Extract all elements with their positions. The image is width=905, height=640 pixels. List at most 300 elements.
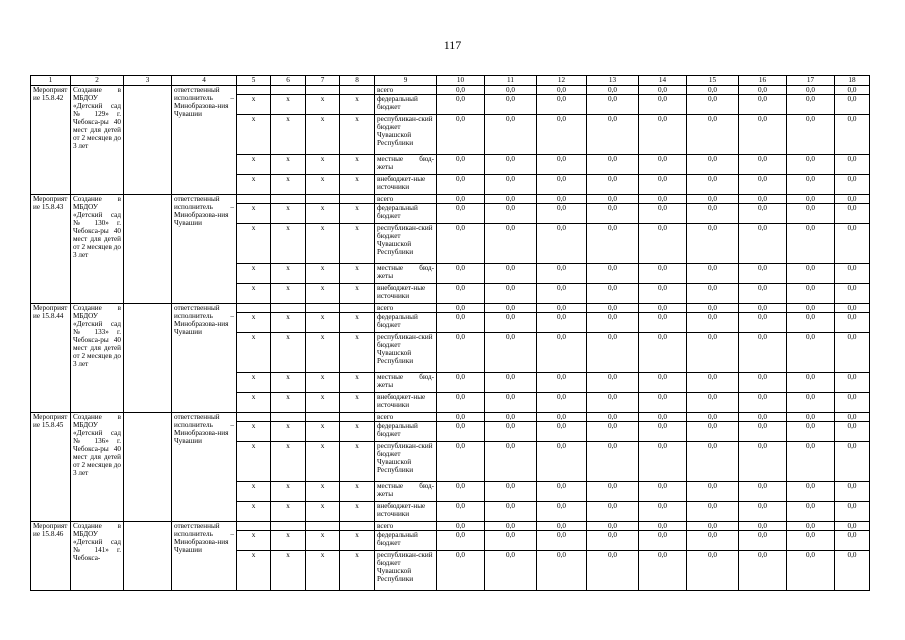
x-mark: x <box>237 204 271 224</box>
value-cell: 0,0 <box>587 204 639 224</box>
executor-cell: ответственный исполнитель – Минобразова-ния Чувашии <box>172 195 237 304</box>
x-mark: x <box>306 393 340 413</box>
value-cell: 0,0 <box>639 313 687 333</box>
value-cell: 0,0 <box>739 115 787 155</box>
value-cell: 0,0 <box>835 115 870 155</box>
empty-cell <box>237 86 271 95</box>
value-cell: 0,0 <box>835 95 870 115</box>
value-cell: 0,0 <box>537 531 587 551</box>
value-cell: 0,0 <box>835 224 870 264</box>
value-cell: 0,0 <box>537 95 587 115</box>
x-mark: x <box>340 264 375 284</box>
value-cell: 0,0 <box>739 522 787 531</box>
value-cell: 0,0 <box>537 304 587 313</box>
table-row <box>31 195 870 204</box>
empty-cell <box>306 304 340 313</box>
column-header: 9 <box>375 76 437 86</box>
x-mark: x <box>340 115 375 155</box>
executor-cell: ответственный исполнитель – Минобразова-ния Чувашии <box>172 304 237 413</box>
value-cell: 0,0 <box>787 502 835 522</box>
x-mark: x <box>237 284 271 304</box>
value-cell: 0,0 <box>739 531 787 551</box>
value-cell: 0,0 <box>537 522 587 531</box>
value-cell: 0,0 <box>787 413 835 422</box>
value-cell: 0,0 <box>687 333 739 373</box>
value-cell: 0,0 <box>587 522 639 531</box>
value-cell: 0,0 <box>687 551 739 591</box>
x-mark: x <box>271 284 306 304</box>
x-mark: x <box>271 264 306 284</box>
value-cell: 0,0 <box>639 204 687 224</box>
value-cell: 0,0 <box>485 522 537 531</box>
empty-cell <box>340 195 375 204</box>
empty-cell <box>271 413 306 422</box>
value-cell: 0,0 <box>485 502 537 522</box>
value-cell: 0,0 <box>437 155 485 175</box>
value-cell: 0,0 <box>739 224 787 264</box>
value-cell: 0,0 <box>739 442 787 482</box>
value-cell: 0,0 <box>537 264 587 284</box>
value-cell: 0,0 <box>537 224 587 264</box>
column-header: 13 <box>587 76 639 86</box>
x-mark: x <box>237 224 271 264</box>
empty-cell <box>340 304 375 313</box>
value-cell: 0,0 <box>687 393 739 413</box>
value-cell: 0,0 <box>739 175 787 195</box>
value-cell: 0,0 <box>537 551 587 591</box>
column-header: 10 <box>437 76 485 86</box>
value-cell: 0,0 <box>739 313 787 333</box>
x-mark: x <box>340 313 375 333</box>
value-cell: 0,0 <box>639 393 687 413</box>
value-cell: 0,0 <box>835 313 870 333</box>
value-cell: 0,0 <box>639 264 687 284</box>
value-cell: 0,0 <box>485 224 537 264</box>
page-number: 117 <box>443 38 462 52</box>
x-mark: x <box>271 502 306 522</box>
measure-code: Мероприятие 15.8.42 <box>31 86 71 195</box>
value-cell: 0,0 <box>587 502 639 522</box>
value-cell: 0,0 <box>485 95 537 115</box>
value-cell: 0,0 <box>437 224 485 264</box>
value-cell: 0,0 <box>787 373 835 393</box>
empty-cell <box>271 304 306 313</box>
empty-cell <box>124 413 172 522</box>
value-cell: 0,0 <box>739 155 787 175</box>
value-cell: 0,0 <box>437 115 485 155</box>
value-cell: 0,0 <box>437 284 485 304</box>
x-mark: x <box>306 422 340 442</box>
value-cell: 0,0 <box>787 551 835 591</box>
value-cell: 0,0 <box>835 502 870 522</box>
x-mark: x <box>271 393 306 413</box>
value-cell: 0,0 <box>587 422 639 442</box>
value-cell: 0,0 <box>537 442 587 482</box>
x-mark: x <box>306 482 340 502</box>
value-cell: 0,0 <box>835 482 870 502</box>
funding-source: федеральный бюджет <box>375 313 437 333</box>
value-cell: 0,0 <box>687 413 739 422</box>
table-row <box>31 413 870 422</box>
value-cell: 0,0 <box>437 422 485 442</box>
value-cell: 0,0 <box>787 284 835 304</box>
value-cell: 0,0 <box>639 284 687 304</box>
value-cell: 0,0 <box>485 115 537 155</box>
value-cell: 0,0 <box>485 204 537 224</box>
value-cell: 0,0 <box>537 86 587 95</box>
measure-code: Мероприятие 15.8.43 <box>31 195 71 304</box>
value-cell: 0,0 <box>537 313 587 333</box>
x-mark: x <box>271 442 306 482</box>
x-mark: x <box>271 551 306 591</box>
value-cell: 0,0 <box>739 204 787 224</box>
funding-source: федеральный бюджет <box>375 95 437 115</box>
value-cell: 0,0 <box>587 175 639 195</box>
value-cell: 0,0 <box>537 195 587 204</box>
value-cell: 0,0 <box>835 155 870 175</box>
table-row <box>31 86 870 95</box>
x-mark: x <box>306 442 340 482</box>
value-cell: 0,0 <box>639 442 687 482</box>
empty-cell <box>340 86 375 95</box>
value-cell: 0,0 <box>437 304 485 313</box>
value-cell: 0,0 <box>537 373 587 393</box>
value-cell: 0,0 <box>437 175 485 195</box>
x-mark: x <box>340 422 375 442</box>
value-cell: 0,0 <box>739 551 787 591</box>
value-cell: 0,0 <box>485 393 537 413</box>
value-cell: 0,0 <box>787 393 835 413</box>
funding-source: всего <box>375 304 437 313</box>
value-cell: 0,0 <box>787 95 835 115</box>
value-cell: 0,0 <box>787 442 835 482</box>
value-cell: 0,0 <box>739 482 787 502</box>
value-cell: 0,0 <box>687 531 739 551</box>
value-cell: 0,0 <box>787 333 835 373</box>
value-cell: 0,0 <box>687 175 739 195</box>
measure-name: Создание в МБДОУ «Детский сад № 141» г. Чебокса- <box>71 522 124 591</box>
x-mark: x <box>237 155 271 175</box>
value-cell: 0,0 <box>835 284 870 304</box>
x-mark: x <box>340 175 375 195</box>
x-mark: x <box>271 155 306 175</box>
value-cell: 0,0 <box>739 86 787 95</box>
value-cell: 0,0 <box>485 304 537 313</box>
value-cell: 0,0 <box>639 333 687 373</box>
column-header: 11 <box>485 76 537 86</box>
empty-cell <box>124 195 172 304</box>
value-cell: 0,0 <box>437 204 485 224</box>
value-cell: 0,0 <box>739 304 787 313</box>
funding-source: всего <box>375 522 437 531</box>
value-cell: 0,0 <box>639 502 687 522</box>
x-mark: x <box>237 95 271 115</box>
funding-source: всего <box>375 195 437 204</box>
value-cell: 0,0 <box>687 502 739 522</box>
value-cell: 0,0 <box>687 482 739 502</box>
value-cell: 0,0 <box>587 155 639 175</box>
column-header: 5 <box>237 76 271 86</box>
x-mark: x <box>237 333 271 373</box>
value-cell: 0,0 <box>687 86 739 95</box>
x-mark: x <box>237 373 271 393</box>
value-cell: 0,0 <box>639 86 687 95</box>
empty-cell <box>237 413 271 422</box>
x-mark: x <box>340 442 375 482</box>
value-cell: 0,0 <box>437 333 485 373</box>
value-cell: 0,0 <box>537 422 587 442</box>
funding-source: местные бюд-жеты <box>375 482 437 502</box>
value-cell: 0,0 <box>485 413 537 422</box>
value-cell: 0,0 <box>787 175 835 195</box>
empty-cell <box>124 86 172 195</box>
value-cell: 0,0 <box>537 393 587 413</box>
empty-cell <box>340 413 375 422</box>
x-mark: x <box>237 502 271 522</box>
x-mark: x <box>306 284 340 304</box>
value-cell: 0,0 <box>787 264 835 284</box>
value-cell: 0,0 <box>537 204 587 224</box>
funding-source: местные бюд-жеты <box>375 155 437 175</box>
value-cell: 0,0 <box>639 304 687 313</box>
empty-cell <box>306 86 340 95</box>
value-cell: 0,0 <box>587 413 639 422</box>
value-cell: 0,0 <box>639 95 687 115</box>
value-cell: 0,0 <box>835 522 870 531</box>
value-cell: 0,0 <box>739 195 787 204</box>
value-cell: 0,0 <box>485 442 537 482</box>
column-header: 15 <box>687 76 739 86</box>
x-mark: x <box>271 373 306 393</box>
value-cell: 0,0 <box>739 373 787 393</box>
value-cell: 0,0 <box>537 284 587 304</box>
x-mark: x <box>306 264 340 284</box>
x-mark: x <box>340 393 375 413</box>
x-mark: x <box>237 482 271 502</box>
value-cell: 0,0 <box>687 373 739 393</box>
value-cell: 0,0 <box>739 284 787 304</box>
value-cell: 0,0 <box>537 413 587 422</box>
value-cell: 0,0 <box>639 522 687 531</box>
measure-name: Создание в МБДОУ «Детский сад № 129» г. Чебокса-ры 40 мест для детей от 2 месяцев до 3 лет <box>71 86 124 195</box>
value-cell: 0,0 <box>437 86 485 95</box>
x-mark: x <box>306 502 340 522</box>
value-cell: 0,0 <box>787 86 835 95</box>
value-cell: 0,0 <box>437 95 485 115</box>
value-cell: 0,0 <box>537 482 587 502</box>
value-cell: 0,0 <box>687 224 739 264</box>
measure-code: Мероприятие 15.8.45 <box>31 413 71 522</box>
value-cell: 0,0 <box>587 442 639 482</box>
x-mark: x <box>340 502 375 522</box>
value-cell: 0,0 <box>739 264 787 284</box>
x-mark: x <box>271 95 306 115</box>
x-mark: x <box>271 422 306 442</box>
value-cell: 0,0 <box>639 224 687 264</box>
empty-cell <box>271 522 306 531</box>
value-cell: 0,0 <box>835 531 870 551</box>
value-cell: 0,0 <box>537 502 587 522</box>
value-cell: 0,0 <box>835 204 870 224</box>
empty-cell <box>306 195 340 204</box>
x-mark: x <box>340 373 375 393</box>
funding-source: всего <box>375 413 437 422</box>
value-cell: 0,0 <box>537 115 587 155</box>
value-cell: 0,0 <box>787 155 835 175</box>
column-header: 8 <box>340 76 375 86</box>
value-cell: 0,0 <box>739 95 787 115</box>
value-cell: 0,0 <box>537 155 587 175</box>
value-cell: 0,0 <box>587 333 639 373</box>
funding-source: внебюджет-ные источники <box>375 502 437 522</box>
value-cell: 0,0 <box>787 482 835 502</box>
empty-cell <box>237 304 271 313</box>
x-mark: x <box>237 393 271 413</box>
table-row <box>31 522 870 531</box>
x-mark: x <box>340 155 375 175</box>
value-cell: 0,0 <box>485 264 537 284</box>
value-cell: 0,0 <box>437 551 485 591</box>
value-cell: 0,0 <box>687 313 739 333</box>
x-mark: x <box>340 224 375 264</box>
funding-source: федеральный бюджет <box>375 204 437 224</box>
value-cell: 0,0 <box>835 86 870 95</box>
measure-code: Мероприятие 15.8.44 <box>31 304 71 413</box>
value-cell: 0,0 <box>639 373 687 393</box>
x-mark: x <box>306 175 340 195</box>
funding-source: республикан-ский бюджет Чувашской Республики <box>375 442 437 482</box>
value-cell: 0,0 <box>437 482 485 502</box>
column-header: 3 <box>124 76 172 86</box>
measure-name: Создание в МБДОУ «Детский сад № 130» г. Чебокса-ры 40 мест для детей от 2 месяцев до 3 лет <box>71 195 124 304</box>
value-cell: 0,0 <box>787 531 835 551</box>
column-header: 12 <box>537 76 587 86</box>
column-header: 4 <box>172 76 237 86</box>
value-cell: 0,0 <box>485 155 537 175</box>
value-cell: 0,0 <box>639 155 687 175</box>
value-cell: 0,0 <box>437 442 485 482</box>
value-cell: 0,0 <box>687 195 739 204</box>
column-header: 17 <box>787 76 835 86</box>
value-cell: 0,0 <box>485 531 537 551</box>
value-cell: 0,0 <box>787 224 835 264</box>
value-cell: 0,0 <box>787 522 835 531</box>
value-cell: 0,0 <box>787 115 835 155</box>
value-cell: 0,0 <box>687 115 739 155</box>
value-cell: 0,0 <box>835 195 870 204</box>
value-cell: 0,0 <box>835 333 870 373</box>
x-mark: x <box>306 224 340 264</box>
x-mark: x <box>306 531 340 551</box>
x-mark: x <box>237 175 271 195</box>
x-mark: x <box>340 482 375 502</box>
value-cell: 0,0 <box>687 284 739 304</box>
value-cell: 0,0 <box>787 195 835 204</box>
value-cell: 0,0 <box>739 422 787 442</box>
x-mark: x <box>306 333 340 373</box>
value-cell: 0,0 <box>587 551 639 591</box>
table-row <box>31 304 870 313</box>
value-cell: 0,0 <box>687 155 739 175</box>
x-mark: x <box>237 264 271 284</box>
value-cell: 0,0 <box>639 115 687 155</box>
value-cell: 0,0 <box>687 522 739 531</box>
value-cell: 0,0 <box>639 175 687 195</box>
value-cell: 0,0 <box>437 393 485 413</box>
x-mark: x <box>306 313 340 333</box>
column-header: 18 <box>835 76 870 86</box>
x-mark: x <box>306 95 340 115</box>
column-header: 2 <box>71 76 124 86</box>
x-mark: x <box>271 175 306 195</box>
empty-cell <box>124 522 172 591</box>
executor-cell: ответственный исполнитель – Минобразова-ния Чувашии <box>172 86 237 195</box>
x-mark: x <box>340 531 375 551</box>
value-cell: 0,0 <box>485 551 537 591</box>
funding-source: местные бюд-жеты <box>375 373 437 393</box>
value-cell: 0,0 <box>437 522 485 531</box>
funding-source: республикан-ский бюджет Чувашской Республики <box>375 224 437 264</box>
value-cell: 0,0 <box>587 482 639 502</box>
value-cell: 0,0 <box>485 313 537 333</box>
value-cell: 0,0 <box>639 551 687 591</box>
x-mark: x <box>306 551 340 591</box>
value-cell: 0,0 <box>587 531 639 551</box>
x-mark: x <box>340 333 375 373</box>
header-row <box>31 76 870 86</box>
value-cell: 0,0 <box>739 333 787 373</box>
value-cell: 0,0 <box>537 175 587 195</box>
value-cell: 0,0 <box>639 413 687 422</box>
executor-cell: ответственный исполнитель – Минобразова-ния Чувашии <box>172 413 237 522</box>
empty-cell <box>271 195 306 204</box>
x-mark: x <box>237 313 271 333</box>
value-cell: 0,0 <box>787 304 835 313</box>
column-header: 7 <box>306 76 340 86</box>
value-cell: 0,0 <box>639 482 687 502</box>
x-mark: x <box>237 422 271 442</box>
value-cell: 0,0 <box>835 175 870 195</box>
x-mark: x <box>237 442 271 482</box>
value-cell: 0,0 <box>687 304 739 313</box>
value-cell: 0,0 <box>437 502 485 522</box>
value-cell: 0,0 <box>739 502 787 522</box>
value-cell: 0,0 <box>485 175 537 195</box>
value-cell: 0,0 <box>587 115 639 155</box>
funding-source: внебюджет-ные источники <box>375 393 437 413</box>
x-mark: x <box>340 284 375 304</box>
value-cell: 0,0 <box>485 482 537 502</box>
value-cell: 0,0 <box>639 531 687 551</box>
x-mark: x <box>271 313 306 333</box>
column-header: 14 <box>639 76 687 86</box>
value-cell: 0,0 <box>485 422 537 442</box>
value-cell: 0,0 <box>587 313 639 333</box>
value-cell: 0,0 <box>485 333 537 373</box>
value-cell: 0,0 <box>835 373 870 393</box>
value-cell: 0,0 <box>835 413 870 422</box>
x-mark: x <box>237 531 271 551</box>
funding-source: федеральный бюджет <box>375 422 437 442</box>
x-mark: x <box>237 115 271 155</box>
value-cell: 0,0 <box>587 195 639 204</box>
funding-source: республикан-ский бюджет Чувашской Республики <box>375 115 437 155</box>
column-header: 16 <box>739 76 787 86</box>
x-mark: x <box>340 204 375 224</box>
value-cell: 0,0 <box>687 95 739 115</box>
x-mark: x <box>340 95 375 115</box>
empty-cell <box>237 522 271 531</box>
